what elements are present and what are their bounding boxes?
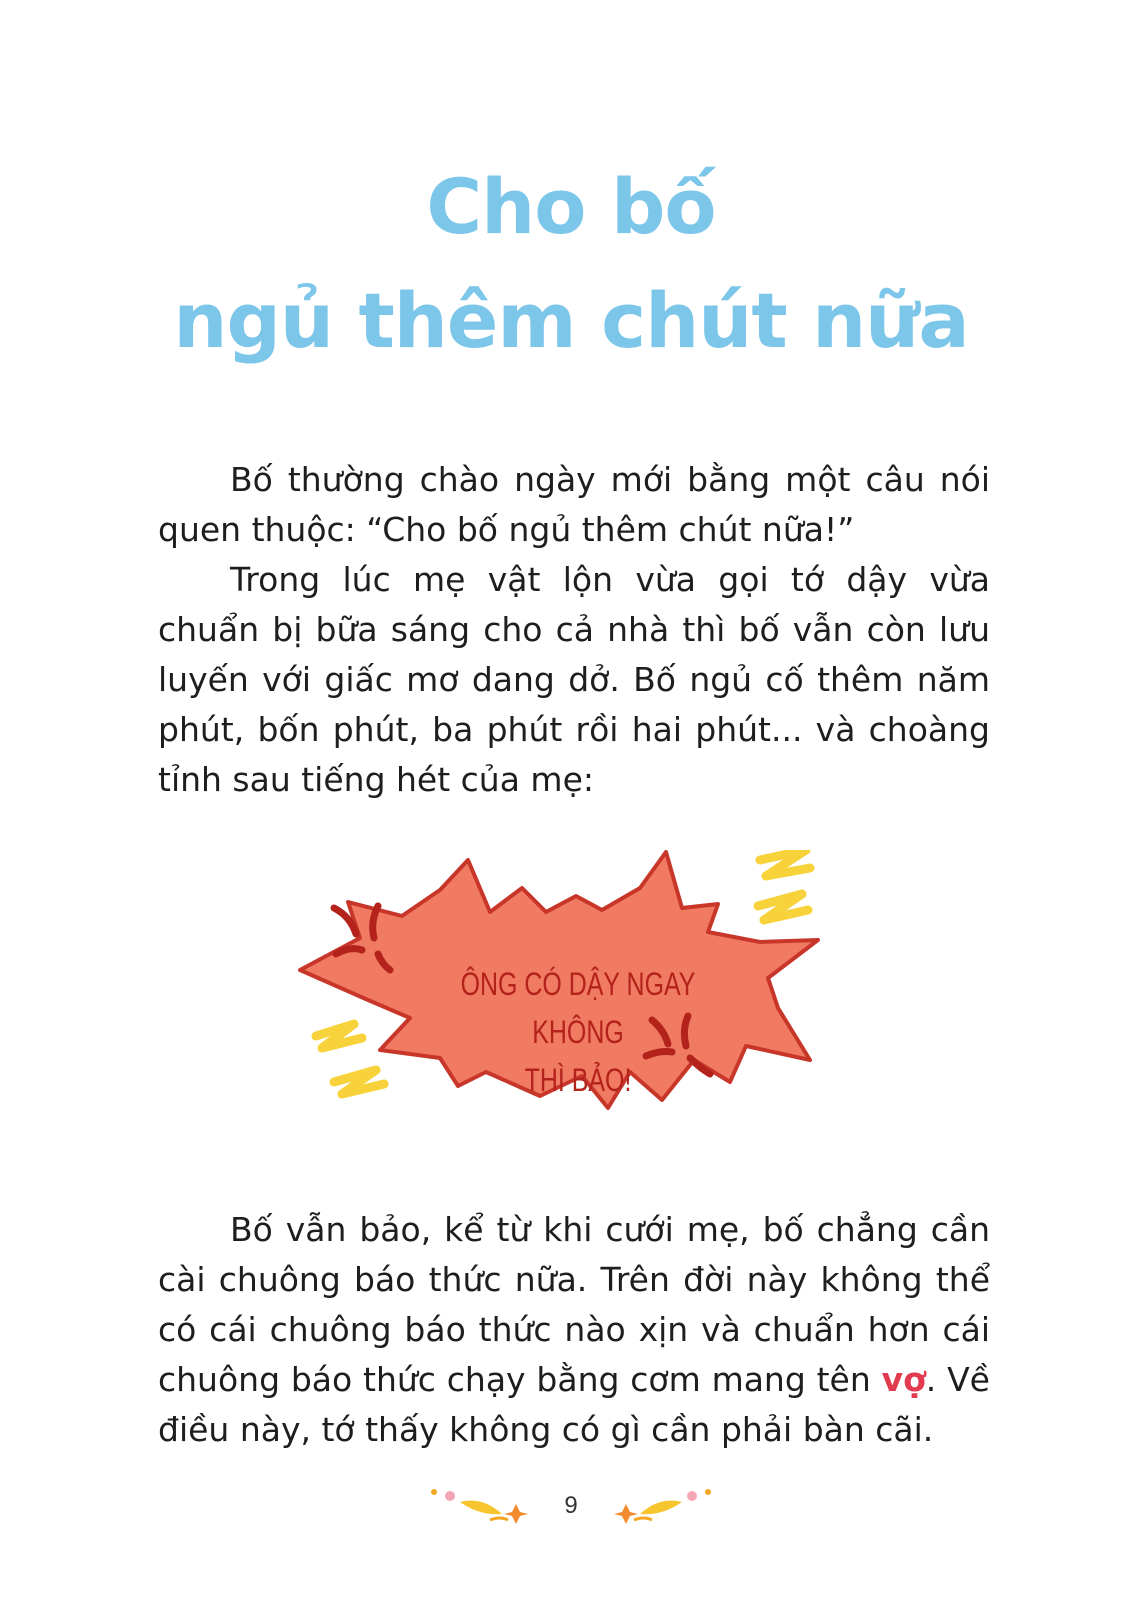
shout-text-line-1: ÔNG CÓ DẬY NGAY KHÔNG xyxy=(460,966,696,1050)
paragraph-alarm xyxy=(158,1205,990,1455)
paragraph-alarm-text xyxy=(158,1205,990,1455)
shout-text xyxy=(445,960,710,1104)
spark-bottom-left-icon xyxy=(316,1024,384,1094)
page-footer xyxy=(430,1480,712,1540)
shout-text-line-2: THÌ BẢO! xyxy=(524,1062,632,1098)
highlight-word: vợ xyxy=(881,1360,926,1399)
page-title xyxy=(0,150,1142,378)
title-line-2: ngủ thêm chút nữa xyxy=(173,276,969,365)
paragraph-alarm-after: . Về điều này, tớ thấy không có gì cần phải bàn cãi. xyxy=(158,1360,990,1449)
page-number: 9 xyxy=(564,1492,578,1519)
paragraph-intro xyxy=(158,455,990,805)
spark-top-right-icon xyxy=(758,850,810,920)
paragraph-alarm-before: Bố vẫn bảo, kể từ khi cưới mẹ, bố chẳng cần cài chuông báo thức nữa. Trên đời này không thể có cái chuông báo thức nào xịn và chuẩn hơn cái chuông báo thức chạy bằng cơm mang tên xyxy=(158,1210,990,1399)
shout-speech-bubble xyxy=(290,850,850,1140)
paragraph-intro-1: Bố thường chào ngày mới bằng một câu nói quen thuộc: “Cho bố ngủ thêm chút nữa!” xyxy=(158,460,990,549)
paragraph-intro-2: Trong lúc mẹ vật lộn vừa gọi tớ dậy vừa chuẩn bị bữa sáng cho cả nhà thì bố vẫn còn lưu luyến với giấc mơ dang dở. Bố ngủ cố thêm năm phút, bốn phút, ba phút rồi hai phút... và choàng tỉnh sau tiếng hét của mẹ: xyxy=(158,560,990,799)
title-line-1: Cho bố xyxy=(426,162,716,251)
